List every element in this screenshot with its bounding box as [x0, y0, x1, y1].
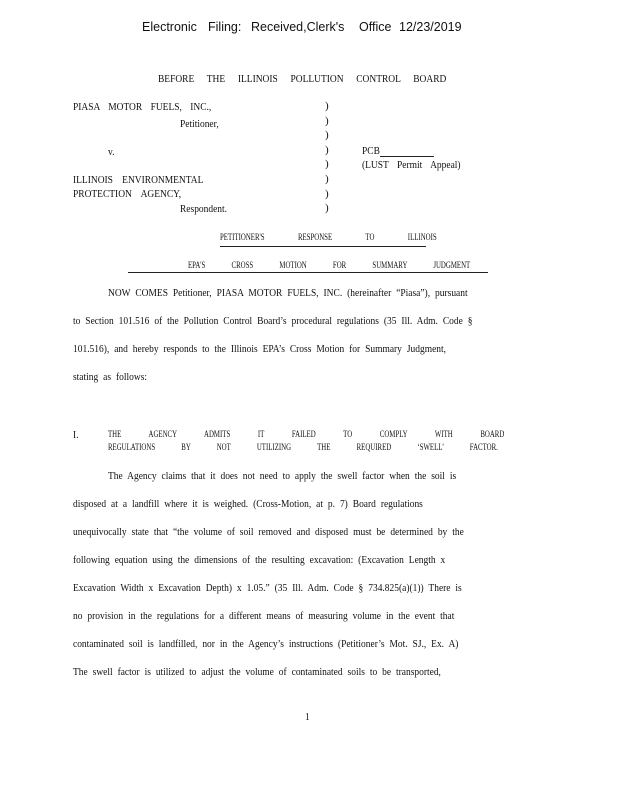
header-received: Received,Clerk's [251, 20, 345, 34]
intro-line-3: 101.516), and hereby responds to the Illinois EPA’s Cross Motion for Summary Judgment, [73, 343, 446, 355]
respondent-name-2: PROTECTION AGENCY, [73, 188, 182, 200]
paragraph-line-8: The swell factor is utilized to adjust the volume of contaminated soils to be transported, [73, 666, 441, 678]
paragraph-line-6: no provision in the regulations for a different means of measuring volume in the event that [73, 610, 455, 622]
intro-line-1: NOW COMES Petitioner, PIASA MOTOR FUELS, INC. (hereinafter “Piasa”), pursuant [108, 287, 468, 299]
header-electronic: Electronic [142, 20, 197, 34]
pcb-label: PCB [362, 145, 380, 157]
title-line-2: EPA'S CROSS MOTION FOR SUMMARY JUDGMENT [188, 261, 471, 271]
paren: ) [325, 129, 329, 142]
paren: ) [325, 158, 329, 171]
respondent-role: Respondent. [180, 203, 228, 215]
title-underline-1 [220, 246, 426, 247]
page-number: 1 [305, 711, 310, 723]
intro-line-2: to Section 101.516 of the Pollution Control Board’s procedural regulations (35 Ill. Adm. Code § [73, 315, 473, 327]
paren: ) [325, 100, 329, 112]
paragraph-line-2: disposed at a landfill where it is weighed. (Cross-Motion, at p. 7) Board regulations [73, 498, 423, 510]
paragraph-line-7: contaminated soil is landfilled, nor in the Agency’s instructions (Petitioner’s Mot. SJ., Ex. A) [73, 638, 459, 650]
paren: ) [325, 114, 329, 127]
section-number: I. [73, 429, 79, 441]
intro-line-4: stating as follows: [73, 371, 148, 383]
case-type: (LUST Permit Appeal) [362, 159, 461, 171]
paren: ) [325, 172, 329, 185]
paragraph-line-1: The Agency claims that it does not need to apply the swell factor when the soil is [108, 470, 457, 482]
versus: v. [108, 146, 115, 158]
paren: ) [325, 202, 329, 215]
petitioner-role: Petitioner, [180, 118, 219, 130]
title-underline-2 [128, 272, 488, 273]
header-date: 12/23/2019 [399, 20, 462, 34]
pcb-blank-line [380, 156, 434, 157]
caption-parens [325, 99, 329, 216]
board-title: BEFORE THE ILLINOIS POLLUTION CONTROL BOARD [158, 73, 447, 85]
paragraph-line-4: following equation using the dimensions of the resulting excavation: (Excavation Length x [73, 554, 446, 566]
paragraph-line-5: Excavation Width x Excavation Depth) x 1.05.” (35 Ill. Adm. Code § 734.825(a)(1)) There is [73, 582, 462, 594]
paragraph-line-3: unequivocally state that “the volume of soil removed and disposed must be determined by the [73, 526, 464, 538]
section-heading-2: REGULATIONS BY NOT UTILIZING THE REQUIRED ‘SWELL’ FACTOR. [108, 443, 498, 453]
paren: ) [325, 187, 329, 200]
title-line-1: PETITIONER'S RESPONSE TO ILLINOIS [220, 233, 437, 243]
petitioner-name: PIASA MOTOR FUELS, INC., [73, 101, 212, 113]
respondent-name-1: ILLINOIS ENVIRONMENTAL [73, 174, 204, 186]
paren: ) [325, 143, 329, 156]
header-filing: Filing: [208, 20, 242, 34]
section-heading-1: THE AGENCY ADMITS IT FAILED TO COMPLY WITH BOARD [108, 430, 505, 440]
header-office: Office [359, 20, 392, 34]
